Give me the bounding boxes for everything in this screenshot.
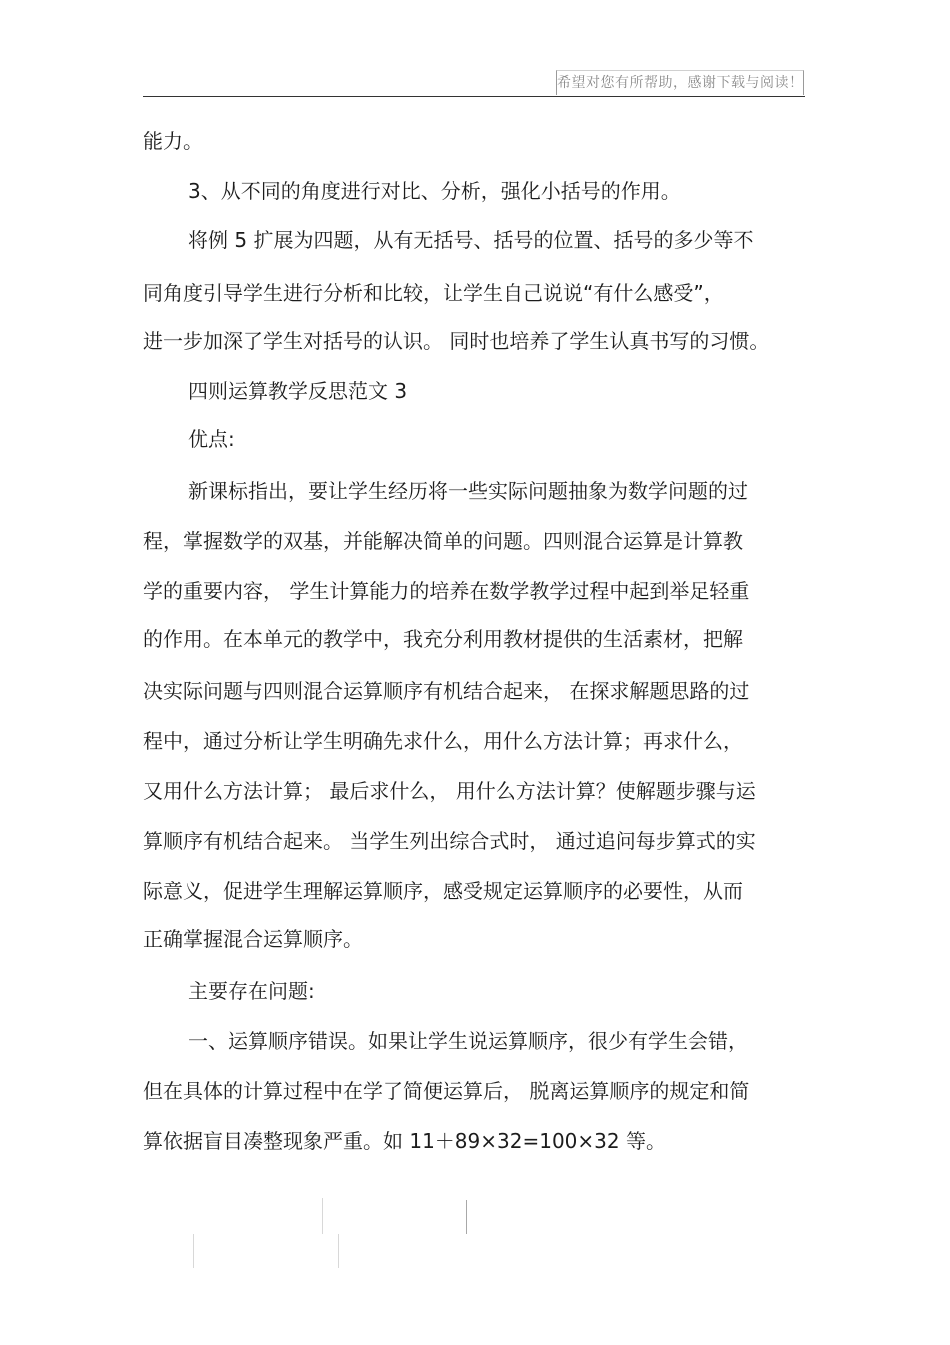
scan-mark — [466, 1200, 467, 1234]
subheading-strengths: 优点: — [188, 427, 235, 451]
text-line: 的作用。在本单元的教学中，我充分利用教材提供的生活素材，把解 — [143, 627, 743, 651]
text-line: 程中，通过分析让学生明确先求什么，用什么方法计算；再求什么， — [143, 729, 743, 753]
section-heading: 四则运算教学反思范文 3 — [188, 379, 408, 403]
scan-mark — [322, 1198, 323, 1234]
text-line: 能力。 — [143, 129, 203, 153]
text-line: 3、从不同的角度进行对比、分析，强化小括号的作用。 — [188, 179, 681, 203]
scan-mark — [338, 1234, 339, 1268]
text-line: 决实际问题与四则混合运算顺序有机结合起来， 在探求解题思路的过 — [143, 679, 750, 703]
text-line: 将例 5 扩展为四题，从有无括号、括号的位置、括号的多少等不 — [188, 228, 754, 252]
subheading-problems: 主要存在问题: — [188, 979, 315, 1003]
text-line: 同角度引导学生进行分析和比较，让学生自己说说“有什么感受”， — [143, 281, 724, 305]
text-line: 进一步加深了学生对括号的认识。 同时也培养了学生认真书写的习惯。 — [143, 329, 770, 353]
text-line: 正确掌握混合运算顺序。 — [143, 927, 363, 951]
text-line: 程，掌握数学的双基，并能解决简单的问题。四则混合运算是计算教 — [143, 529, 743, 553]
text-line: 算依据盲目凑整现象严重。如 11＋89×32=100×32 等。 — [143, 1129, 666, 1153]
text-line: 际意义，促进学生理解运算顺序，感受规定运算顺序的必要性，从而 — [143, 879, 743, 903]
text-line: 又用什么方法计算； 最后求什么， 用什么方法计算？使解题步骤与运 — [143, 779, 756, 803]
text-line: 学的重要内容， 学生计算能力的培养在数学教学过程中起到举足轻重 — [143, 579, 750, 603]
header-note: 希望对您有所帮助，感谢下载与阅读！ — [556, 70, 804, 95]
text-line: 一、运算顺序错误。如果让学生说运算顺序，很少有学生会错， — [188, 1029, 748, 1053]
scan-mark — [193, 1234, 194, 1268]
header-divider — [143, 96, 805, 97]
text-line: 但在具体的计算过程中在学了简便运算后， 脱离运算顺序的规定和简 — [143, 1079, 750, 1103]
text-line: 算顺序有机结合起来。 当学生列出综合式时， 通过追问每步算式的实 — [143, 829, 756, 853]
text-line: 新课标指出，要让学生经历将一些实际问题抽象为数学问题的过 — [188, 479, 748, 503]
